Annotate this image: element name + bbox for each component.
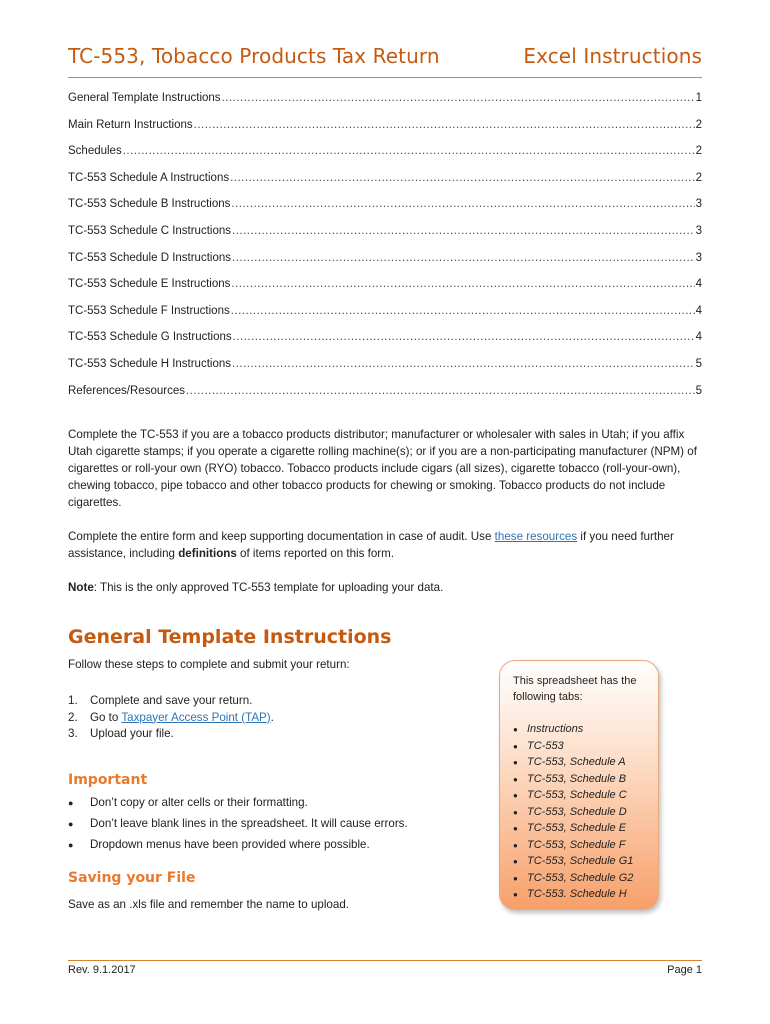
bullet-icon: ● bbox=[513, 725, 518, 734]
bullet-icon: ● bbox=[68, 819, 74, 829]
toc-entry-page: 3 bbox=[695, 251, 702, 264]
saving-text: Save as an .xls file and remember the name to upload. bbox=[68, 898, 349, 911]
tab-name: TC-553, Schedule F bbox=[527, 838, 626, 851]
table-of-contents bbox=[68, 92, 702, 411]
step-item bbox=[68, 693, 274, 710]
list-item-text: Don’t leave blank lines in the spreadsheet. It will cause errors. bbox=[90, 817, 408, 830]
toc-entry-page: 2 bbox=[695, 171, 702, 184]
toc-entry-page: 5 bbox=[695, 357, 702, 370]
toc-entry-page: 1 bbox=[695, 92, 702, 104]
step-text: . bbox=[270, 710, 274, 724]
tab-name: TC-553. Schedule H bbox=[527, 888, 627, 900]
step-number: 3. bbox=[68, 727, 78, 740]
toc-leader-dots bbox=[231, 278, 694, 290]
toc-entry-label: Schedules bbox=[68, 145, 122, 158]
toc-entry-page: 2 bbox=[695, 145, 702, 158]
toc-entry-page: 4 bbox=[695, 331, 702, 344]
toc-entry[interactable] bbox=[68, 358, 702, 385]
list-item bbox=[513, 740, 648, 757]
steps-list bbox=[68, 693, 274, 743]
bullet-icon: ● bbox=[513, 791, 518, 800]
toc-leader-dots bbox=[186, 385, 695, 397]
saving-heading: Saving your File bbox=[68, 870, 196, 886]
toc-entry[interactable] bbox=[68, 172, 702, 199]
general-lead: Follow these steps to complete and submit your return: bbox=[68, 658, 350, 671]
tab-name: Instructions bbox=[527, 723, 584, 735]
toc-leader-dots bbox=[232, 358, 695, 370]
step-number: 1. bbox=[68, 694, 78, 707]
toc-entry[interactable] bbox=[68, 225, 702, 252]
toc-entry-page: 2 bbox=[695, 118, 702, 131]
page-header bbox=[68, 44, 702, 68]
toc-leader-dots bbox=[233, 331, 695, 343]
list-item bbox=[513, 822, 648, 839]
tap-link[interactable]: Taxpayer Access Point (TAP) bbox=[121, 710, 271, 724]
toc-entry-page: 3 bbox=[695, 198, 702, 211]
bullet-icon: ● bbox=[513, 758, 518, 767]
tabs-callout bbox=[499, 660, 659, 910]
page-number: Page 1 bbox=[667, 964, 702, 976]
list-item bbox=[513, 806, 648, 823]
list-item bbox=[513, 723, 648, 740]
toc-leader-dots bbox=[194, 119, 695, 131]
step-text: Upload your file. bbox=[90, 727, 174, 740]
list-item bbox=[513, 756, 648, 773]
toc-entry-label: References/Resources bbox=[68, 384, 185, 397]
list-item bbox=[513, 888, 648, 905]
toc-entry-label: TC-553 Schedule B Instructions bbox=[68, 198, 231, 211]
step-item bbox=[68, 710, 274, 727]
toc-entry-label: TC-553 Schedule D Instructions bbox=[68, 251, 231, 264]
note-text: : This is the only approved TC-553 template for uploading your data. bbox=[93, 581, 444, 594]
intro-paragraph: Complete the TC-553 if you are a tobacco products distributor; manufacturer or wholesaler with sales in Utah; if you affix Utah cigarette stamps; if you operate a cigarette rolling machine(s); or if you are a non-participating manufacturer (NPM) of cigarettes or roll-your own (RYO) tobacco. Tobacco products include cigars (all sizes), cigarette tobacco (roll-your-own), chewing tobacco, pipe tobacco and other tobacco products for chewing or smoking. Tobacco products do not include cigarettes. bbox=[68, 428, 697, 509]
toc-entry-page: 3 bbox=[695, 224, 702, 237]
bullet-icon: ● bbox=[68, 840, 74, 850]
tab-name: TC-553, Schedule A bbox=[527, 756, 626, 768]
list-item bbox=[68, 796, 408, 817]
callout-text: This spreadsheet has the following tabs: bbox=[513, 675, 637, 703]
toc-entry[interactable] bbox=[68, 198, 702, 225]
bullet-icon: ● bbox=[513, 774, 518, 784]
bullet-icon: ● bbox=[513, 824, 518, 833]
step-number: 2. bbox=[68, 710, 78, 724]
important-heading: Important bbox=[68, 772, 148, 788]
step-text: Go to bbox=[90, 710, 122, 724]
step-text: Complete and save your return. bbox=[90, 694, 253, 707]
toc-leader-dots bbox=[123, 145, 695, 157]
list-item-text: Dropdown menus have been provided where possible. bbox=[90, 838, 370, 851]
toc-entry[interactable] bbox=[68, 119, 702, 146]
step-item bbox=[68, 726, 274, 743]
list-item bbox=[513, 789, 648, 806]
resources-text-a: Complete the entire form and keep supporting documentation in case of audit. Use bbox=[68, 530, 495, 543]
general-instructions-heading: General Template Instructions bbox=[68, 626, 392, 648]
page-footer bbox=[68, 964, 702, 976]
toc-leader-dots bbox=[231, 305, 695, 317]
toc-leader-dots bbox=[232, 225, 695, 237]
note-paragraph bbox=[68, 579, 708, 596]
list-item bbox=[68, 838, 408, 859]
toc-entry-label: TC-553 Schedule H Instructions bbox=[68, 357, 231, 370]
toc-entry-label: TC-553 Schedule G Instructions bbox=[68, 331, 232, 344]
resources-text-b: if you need further assistance, including bbox=[68, 530, 674, 560]
tab-list bbox=[513, 723, 648, 905]
list-item bbox=[68, 817, 408, 838]
resources-paragraph bbox=[68, 528, 708, 562]
bullet-icon: ● bbox=[513, 807, 518, 817]
header-rule bbox=[68, 77, 702, 78]
toc-entry-label: General Template Instructions bbox=[68, 92, 221, 104]
tab-name: TC-553, Schedule D bbox=[527, 805, 627, 818]
toc-entry-label: TC-553 Schedule F Instructions bbox=[68, 304, 230, 317]
toc-leader-dots bbox=[222, 92, 695, 104]
important-list bbox=[68, 796, 408, 859]
toc-entry[interactable] bbox=[68, 385, 702, 412]
toc-entry[interactable] bbox=[68, 145, 702, 172]
bullet-icon: ● bbox=[513, 741, 518, 751]
definitions-bold: definitions bbox=[178, 547, 237, 560]
list-item bbox=[513, 839, 648, 856]
list-item bbox=[513, 872, 648, 889]
toc-leader-dots bbox=[232, 252, 695, 264]
document-title: TC-553, Tobacco Products Tax Return bbox=[68, 44, 440, 68]
toc-entry[interactable] bbox=[68, 305, 702, 332]
document-subtitle: Excel Instructions bbox=[523, 44, 702, 68]
toc-entry-label: TC-553 Schedule C Instructions bbox=[68, 224, 231, 237]
toc-leader-dots bbox=[230, 172, 695, 184]
toc-entry-page: 4 bbox=[695, 278, 702, 291]
toc-entry-label: TC-553 Schedule A Instructions bbox=[68, 171, 230, 184]
toc-entry[interactable] bbox=[68, 252, 702, 279]
revision-date: Rev. 9.1.2017 bbox=[68, 964, 136, 976]
tab-name: TC-553, Schedule C bbox=[527, 789, 627, 801]
tab-name: TC-553 bbox=[527, 739, 564, 752]
bullet-icon: ● bbox=[513, 857, 518, 866]
list-item bbox=[513, 855, 648, 872]
resources-text-c: of items reported on this form. bbox=[236, 547, 395, 560]
tab-name: TC-553, Schedule E bbox=[527, 822, 627, 834]
toc-entry-label: Main Return Instructions bbox=[68, 118, 193, 131]
resources-link[interactable]: these resources bbox=[494, 530, 578, 543]
toc-entry-label: TC-553 Schedule E Instructions bbox=[68, 278, 231, 291]
footer-rule bbox=[68, 960, 702, 961]
toc-entry[interactable] bbox=[68, 331, 702, 358]
bullet-icon: ● bbox=[513, 840, 518, 850]
list-item-text: Don’t copy or alter cells or their formatting. bbox=[90, 796, 308, 809]
toc-entry[interactable] bbox=[68, 278, 702, 305]
bullet-icon: ● bbox=[513, 890, 518, 899]
bullet-icon: ● bbox=[513, 873, 518, 883]
tab-name: TC-553, Schedule G1 bbox=[527, 855, 634, 867]
toc-entry-page: 5 bbox=[695, 384, 702, 397]
toc-leader-dots bbox=[231, 198, 694, 210]
bullet-icon: ● bbox=[68, 798, 74, 808]
list-item bbox=[513, 773, 648, 790]
toc-entry-page: 4 bbox=[695, 304, 702, 317]
note-label: Note bbox=[68, 581, 94, 594]
tab-name: TC-553, Schedule B bbox=[527, 772, 627, 785]
toc-entry[interactable] bbox=[68, 92, 702, 119]
tab-name: TC-553, Schedule G2 bbox=[527, 871, 634, 884]
